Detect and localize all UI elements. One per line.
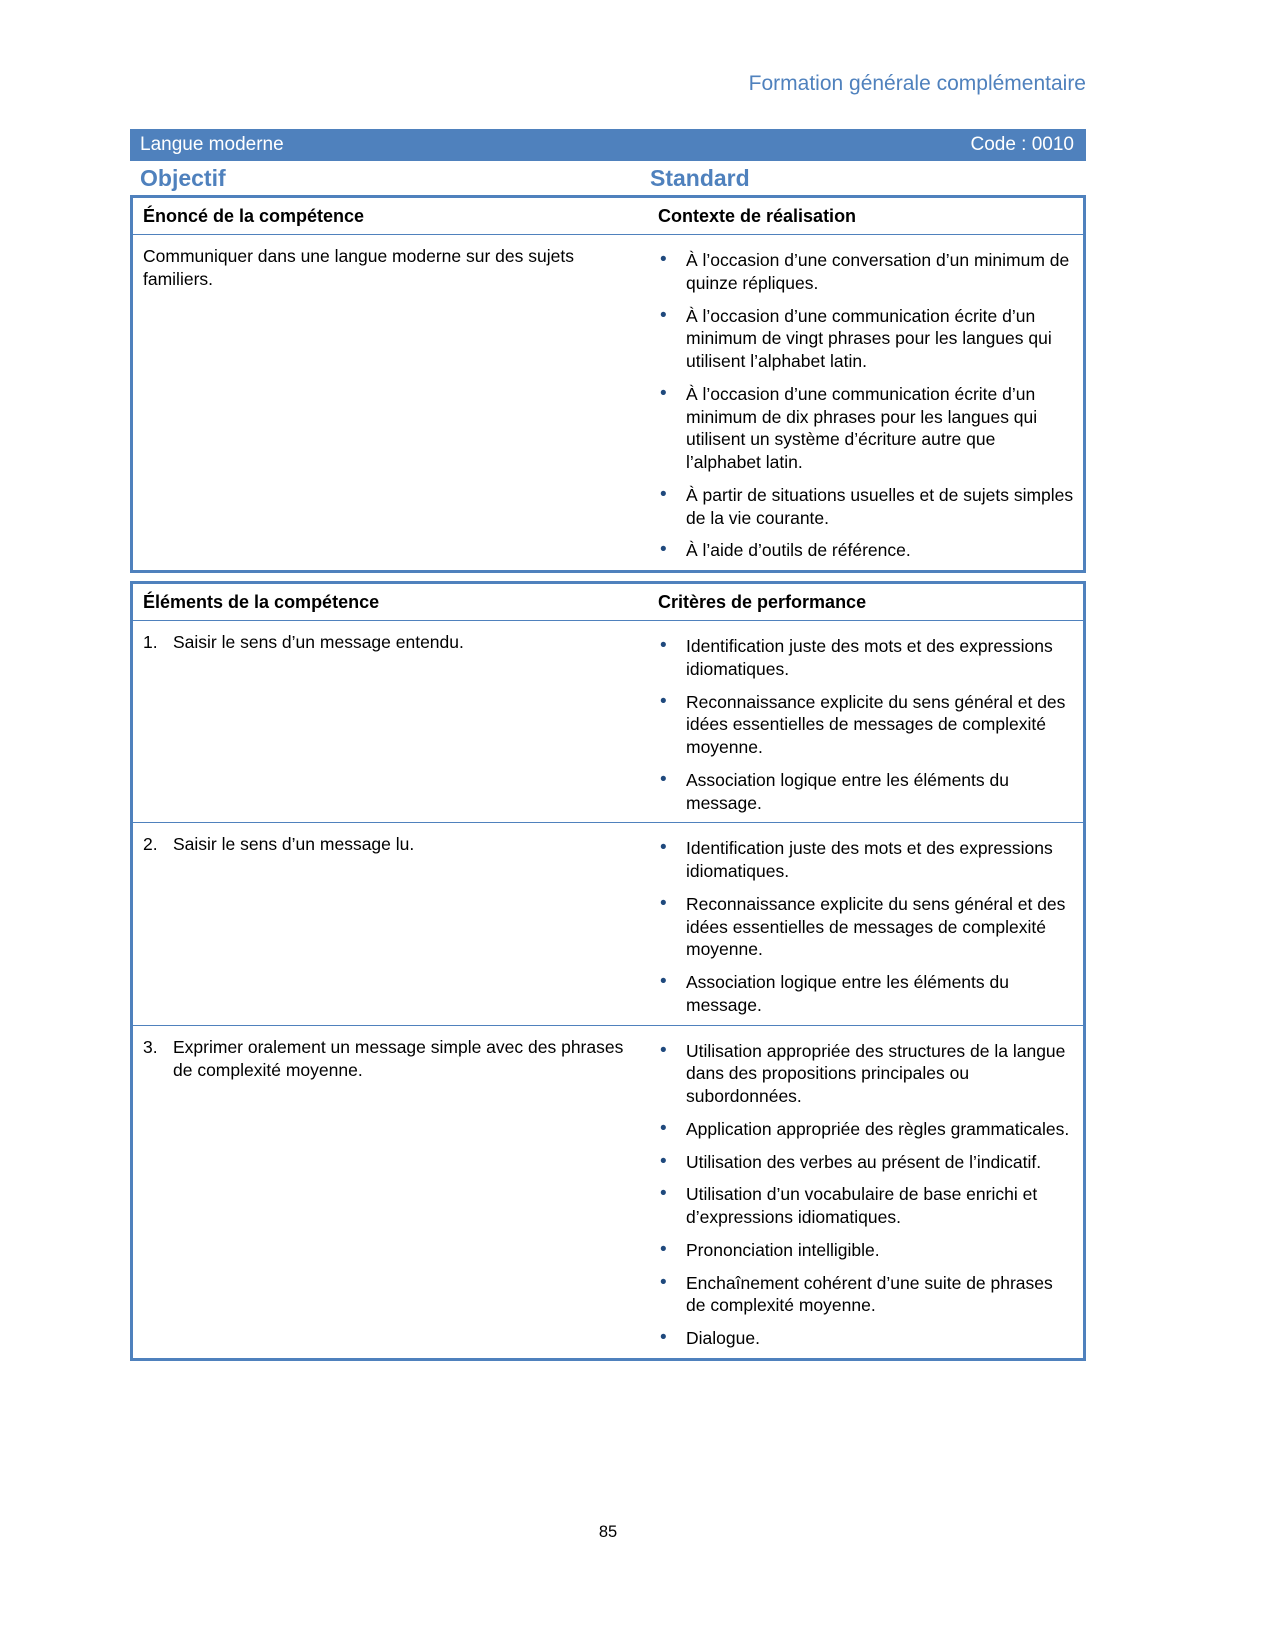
criteres-bullet-list: [648, 635, 1075, 814]
bullet-item: • À l’occasion d’une communication écrite d’un minimum de vingt phrases pour les langues qui utilisent l’alphabet latin.: [648, 305, 1075, 373]
bullet-item: • Utilisation d’un vocabulaire de base enrichi et d’expressions idiomatiques.: [648, 1183, 1075, 1229]
competence-table: [130, 195, 1086, 573]
bullet-item: • Application appropriée des règles grammaticales.: [648, 1118, 1075, 1141]
numbered-element: [143, 631, 624, 654]
course-title: Langue moderne: [140, 134, 284, 155]
element-cell: [133, 621, 648, 822]
contexte-bullet-list: [648, 249, 1075, 562]
bullet-item: • À l’occasion d’une conversation d’un minimum de quinze répliques.: [648, 249, 1075, 295]
bullet-item: • À l’occasion d’une communication écrite d’un minimum de dix phrases pour les langues qui utilisent un système d’écriture autre que l’alphabet latin.: [648, 383, 1075, 474]
table-row: [133, 235, 1083, 570]
criteres-bullet-list: [648, 837, 1075, 1016]
bullet-item: • Association logique entre les éléments du message.: [648, 769, 1075, 815]
section-headings-row: [130, 162, 1086, 195]
element-text: Saisir le sens d’un message lu.: [173, 834, 415, 855]
table-row: [133, 621, 1083, 822]
element-cell: [133, 823, 648, 1024]
contexte-cell: [648, 235, 1083, 570]
bullet-item: • À partir de situations usuelles et de sujets simples de la vie courante.: [648, 484, 1075, 530]
bullet-item: • À l’aide d’outils de référence.: [648, 539, 1075, 562]
bullet-item: • Reconnaissance explicite du sens général et des idées essentielles de messages de complexité moyenne.: [648, 691, 1075, 759]
course-code: Code : 0010: [970, 134, 1074, 155]
bullet-item: • Utilisation des verbes au présent de l’indicatif.: [648, 1151, 1075, 1174]
criteres-cell: [648, 1026, 1083, 1358]
enonce-header: Énoncé de la compétence: [143, 206, 365, 226]
element-text: Saisir le sens d’un message entendu.: [173, 632, 464, 652]
bullet-item: • Utilisation appropriée des structures de la langue dans des propositions principales ou subordonnées.: [648, 1040, 1075, 1108]
element-number: 3.: [143, 1036, 158, 1057]
table-row: [133, 822, 1083, 1024]
elements-table-header: [133, 584, 1083, 621]
course-title-bar: [130, 129, 1086, 161]
criteres-cell: [648, 823, 1083, 1024]
criteres-header: Critères de performance: [658, 592, 867, 612]
element-cell: [133, 1026, 648, 1358]
bullet-item: • Enchaînement cohérent d’une suite de phrases de complexité moyenne.: [648, 1272, 1075, 1318]
bullet-item: • Prononciation intelligible.: [648, 1239, 1075, 1262]
table-row: [133, 1025, 1083, 1358]
bullet-item: • Identification juste des mots et des expressions idiomatiques.: [648, 837, 1075, 883]
bullet-item: • Identification juste des mots et des expressions idiomatiques.: [648, 635, 1075, 681]
elements-header: Éléments de la compétence: [143, 592, 380, 612]
running-header: Formation générale complémentaire: [748, 72, 1086, 95]
numbered-element: [143, 833, 624, 856]
element-text: Exprimer oralement un message simple avec des phrases de complexité moyenne.: [173, 1036, 624, 1080]
page-content: [130, 0, 1086, 1361]
page-number: 85: [598, 1523, 618, 1541]
element-number: 2.: [143, 834, 158, 855]
standard-heading: Standard: [650, 165, 750, 191]
bullet-item: • Reconnaissance explicite du sens général et des idées essentielles de messages de complexité moyenne.: [648, 893, 1075, 961]
element-number: 1.: [143, 632, 158, 652]
bullet-item: • Association logique entre les éléments du message.: [648, 971, 1075, 1017]
contexte-header: Contexte de réalisation: [658, 206, 857, 226]
elements-table: [130, 581, 1086, 1361]
bullet-item: • Dialogue.: [648, 1327, 1075, 1350]
criteres-bullet-list: [648, 1040, 1075, 1350]
objectif-heading: Objectif: [140, 165, 226, 191]
competence-table-header: [133, 198, 1083, 235]
numbered-element: [143, 1036, 624, 1082]
competence-statement: Communiquer dans une langue moderne sur des sujets familiers.: [143, 246, 574, 290]
criteres-cell: [648, 621, 1083, 822]
